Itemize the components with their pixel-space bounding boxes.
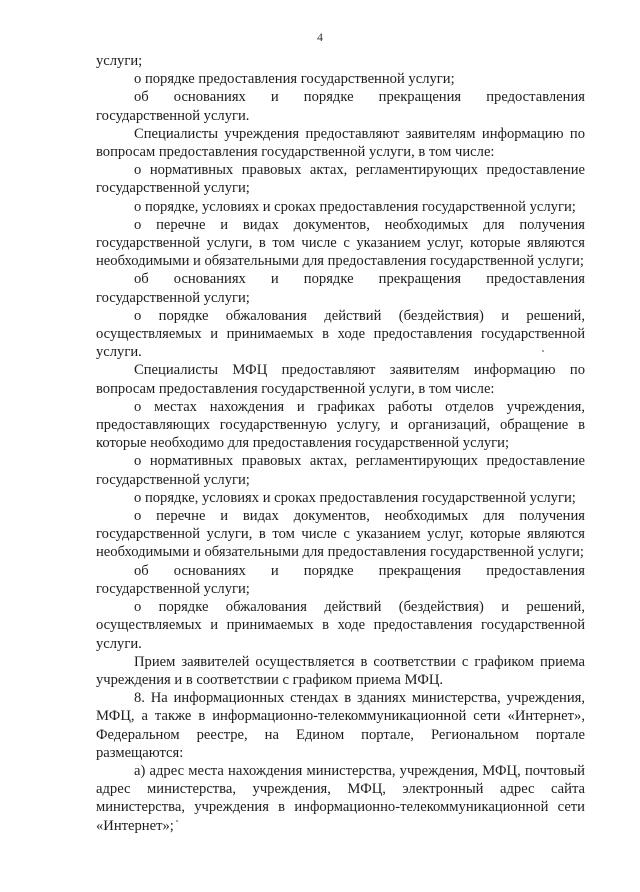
- paragraph: о местах нахождения и графиках работы отделов учреждения, предоставляющих государственную услугу, и организаций, обращение в которые необходимо для предоставления государственной услуги;: [96, 398, 585, 452]
- scan-artifact: [176, 820, 178, 822]
- paragraph: о перечне и видах документов, необходимых для получения государственной услуги, в том числе с указанием услуг, которые являются необходимыми и обязательными для предоставления государственной услуги;: [96, 216, 585, 270]
- paragraph: услуги;: [96, 53, 143, 69]
- paragraph: Специалисты МФЦ предоставляют заявителям информацию по вопросам предоставления государственной услуги, в том числе:: [96, 362, 585, 397]
- paragraph: о нормативных правовых актах, регламентирующих предоставление государственной услуги;: [96, 162, 585, 197]
- paragraph: о порядке, условиях и сроках предоставления государственной услуги;: [134, 198, 576, 215]
- paragraph: о порядке обжалования действий (бездействия) и решений, осуществляемых и принимаемых в ходе предоставления государственной услуги.: [96, 307, 585, 361]
- scan-artifact: [542, 350, 544, 352]
- paragraph: о порядке, условиях и сроках предоставления государственной услуги;: [134, 489, 576, 506]
- paragraph: об основаниях и порядке прекращения предоставления государственной услуги.: [96, 89, 585, 124]
- paragraph: о перечне и видах документов, необходимых для получения государственной услуги, в том числе с указанием услуг, которые являются необходимыми и обязательными для предоставления государственной услуги;: [96, 508, 585, 561]
- paragraph: о порядке обжалования действий (бездействия) и решений, осуществляемых и принимаемых в ходе предоставления государственной услуги.: [96, 599, 585, 652]
- paragraph: 8. На информационных стендах в зданиях министерства, учреждения, МФЦ, а также в информационно-телекоммуникационной сети «Интернет», Федеральном реестре, на Едином портале, Региональном портале размещаются:: [96, 690, 585, 761]
- paragraph: о порядке предоставления государственной услуги;: [134, 71, 455, 88]
- paragraph: Прием заявителей осуществляется в соответствии с графиком приема учреждения и в соответствии с графиком приема МФЦ.: [96, 653, 585, 688]
- document-body: [96, 52, 585, 835]
- page-number: 4: [317, 30, 323, 44]
- paragraph: а) адрес места нахождения министерства, учреждения, МФЦ, почтовый адрес министерства, учреждения, МФЦ, электронный адрес сайта министерства, учреждения в информационно-телекоммуникационной сети «Интернет»;: [96, 762, 585, 834]
- paragraph: Специалисты учреждения предоставляют заявителям информацию по вопросам предоставления государственной услуги, в том числе:: [96, 125, 585, 161]
- paragraph: об основаниях и порядке прекращения предоставления государственной услуги;: [96, 562, 585, 597]
- paragraph: об основаниях и порядке прекращения предоставления государственной услуги;: [96, 271, 585, 306]
- paragraph: о нормативных правовых актах, регламентирующих предоставление государственной услуги;: [96, 453, 585, 488]
